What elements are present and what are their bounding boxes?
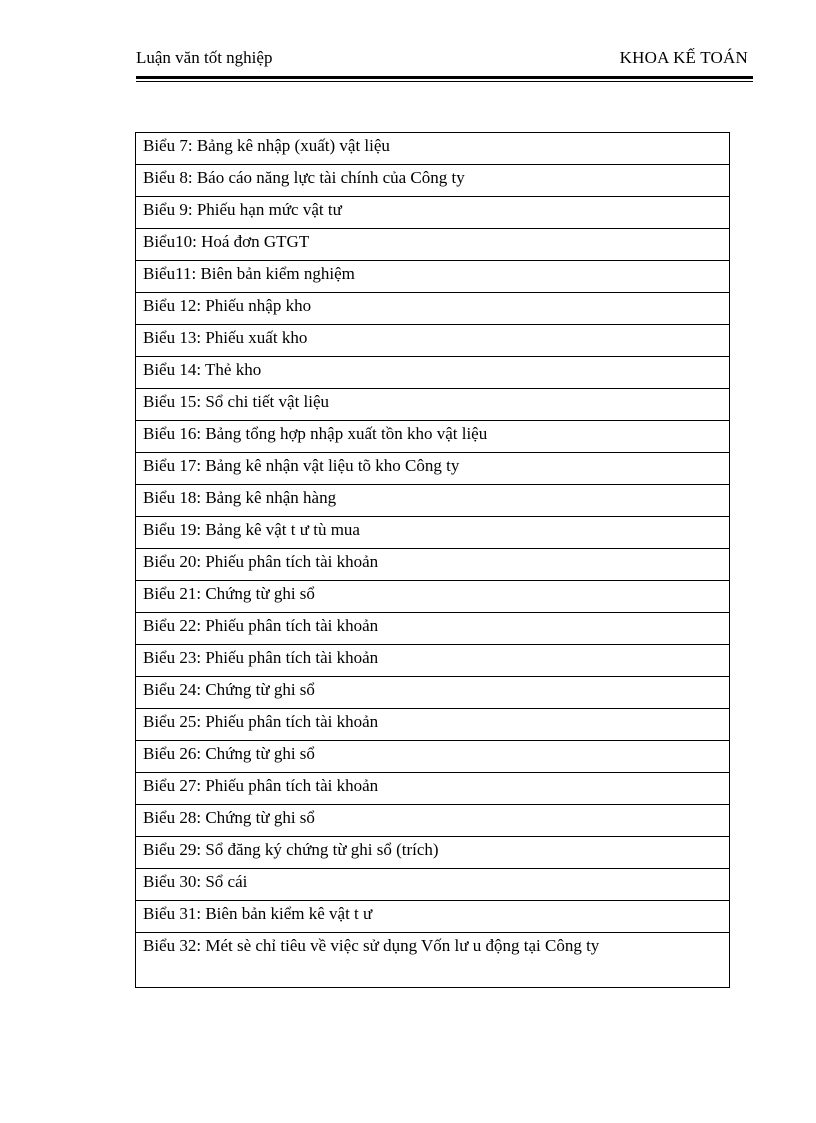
page-header: [136, 48, 748, 72]
list-item: Biểu 8: Báo cáo năng lực tài chính của Công ty: [136, 165, 730, 197]
list-item: Biểu 14: Thẻ kho: [136, 357, 730, 389]
list-item: Biểu 9: Phiếu hạn mức vật tư: [136, 197, 730, 229]
list-item: Biểu 13: Phiếu xuất kho: [136, 325, 730, 357]
list-item: Biểu 17: Bảng kê nhận vật liệu tõ kho Công ty: [136, 453, 730, 485]
list-item: Biểu 19: Bảng kê vật t ư tù mua: [136, 517, 730, 549]
list-item: Biểu 20: Phiếu phân tích tài khoản: [136, 549, 730, 581]
list-item: Biểu 12: Phiếu nhập kho: [136, 293, 730, 325]
list-item: Biểu11: Biên bản kiểm nghiệm: [136, 261, 730, 293]
list-item: Biểu10: Hoá đơn GTGT: [136, 229, 730, 261]
list-item: Biểu 29: Sổ đăng ký chứng từ ghi sổ (trích): [136, 837, 730, 869]
list-item: Biểu 26: Chứng từ ghi sổ: [136, 741, 730, 773]
list-item: Biểu 15: Sổ chi tiết vật liệu: [136, 389, 730, 421]
header-rule-thin: [136, 81, 753, 82]
list-item: Biểu 7: Bảng kê nhập (xuất) vật liệu: [136, 133, 730, 165]
appendix-list-table: [135, 132, 730, 988]
list-item: Biểu 16: Bảng tổng hợp nhập xuất tồn kho vật liệu: [136, 421, 730, 453]
list-item: Biểu 21: Chứng từ ghi sổ: [136, 581, 730, 613]
header-rule-thick: [136, 76, 753, 79]
header-thesis-label: Luận văn tốt nghiệp: [136, 48, 273, 67]
list-item: Biểu 32: Mét sè chỉ tiêu về việc sử dụng Vốn lư u động tại Công ty: [136, 933, 730, 988]
list-item: Biểu 27: Phiếu phân tích tài khoản: [136, 773, 730, 805]
list-item: Biểu 18: Bảng kê nhận hàng: [136, 485, 730, 517]
list-item: Biểu 31: Biên bản kiểm kê vật t ư: [136, 901, 730, 933]
list-item: Biểu 22: Phiếu phân tích tài khoản: [136, 613, 730, 645]
list-item: Biểu 25: Phiếu phân tích tài khoản: [136, 709, 730, 741]
list-item: Biểu 30: Sổ cái: [136, 869, 730, 901]
list-item: Biểu 28: Chứng từ ghi sổ: [136, 805, 730, 837]
header-faculty-label: KHOA KẾ TOÁN: [619, 48, 748, 67]
list-item: Biểu 24: Chứng từ ghi sổ: [136, 677, 730, 709]
list-item: Biểu 23: Phiếu phân tích tài khoản: [136, 645, 730, 677]
